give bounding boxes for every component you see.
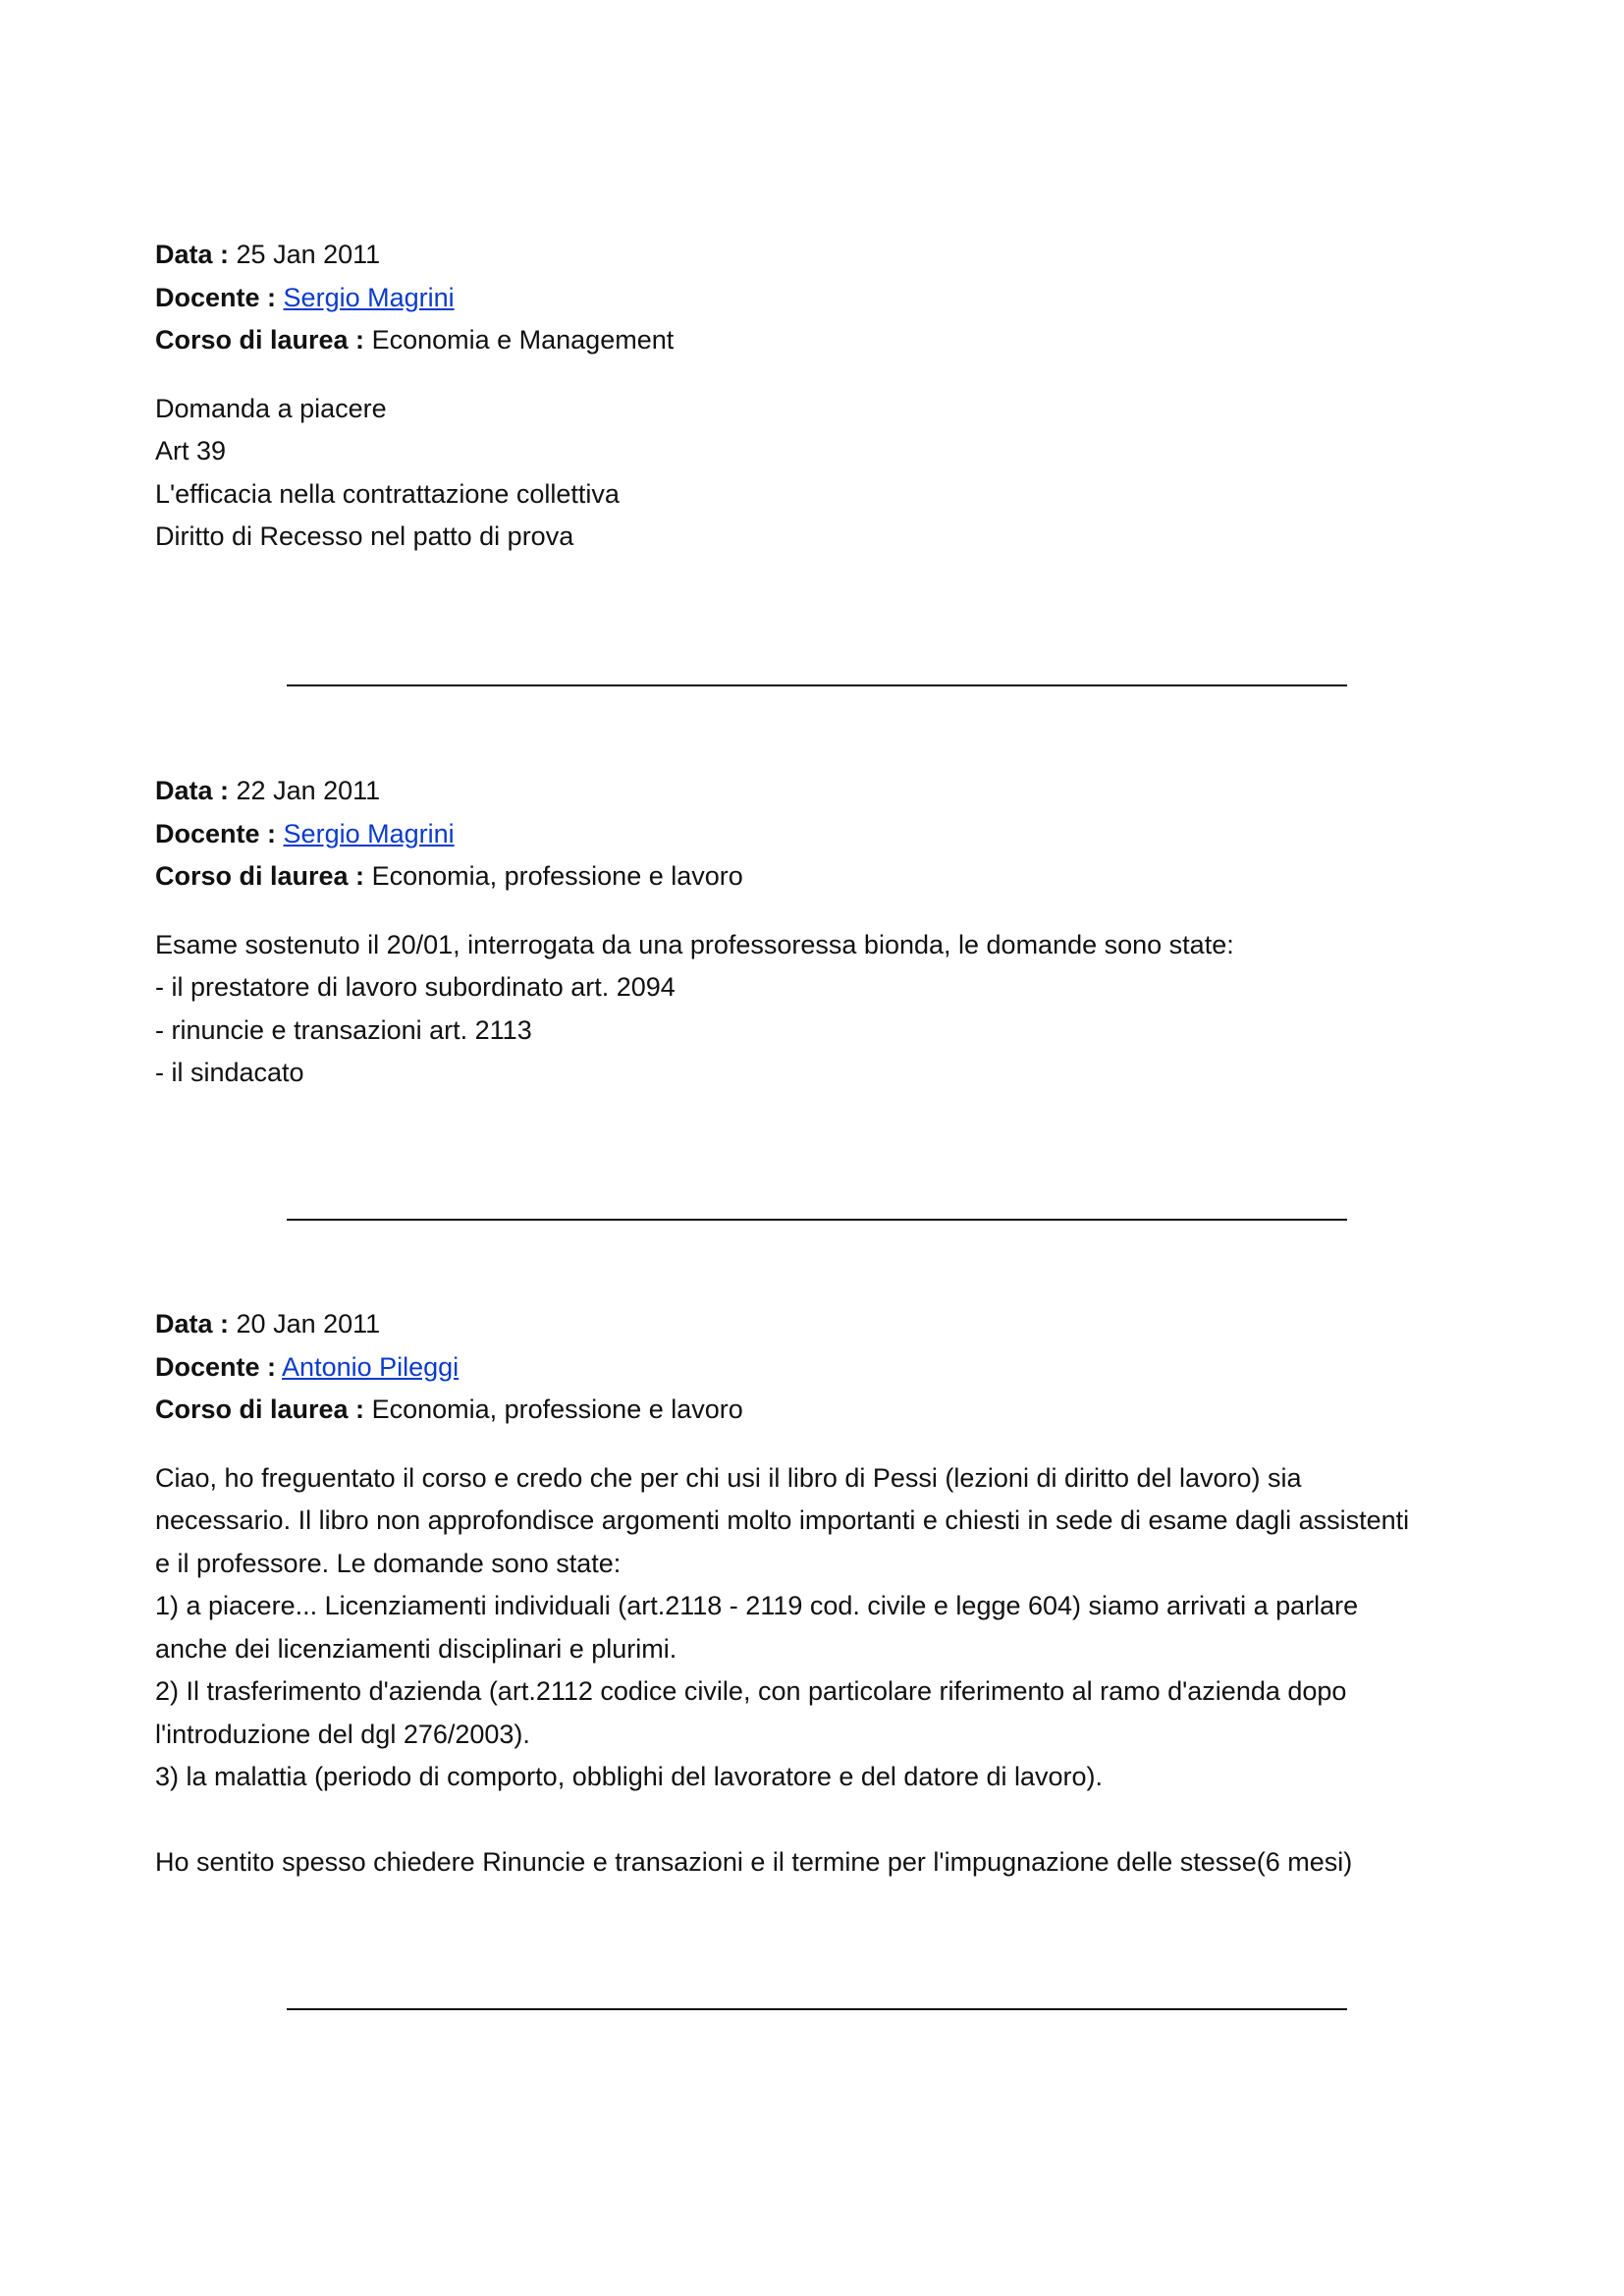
body-line: Domanda a piacere bbox=[155, 393, 387, 423]
exam-entry bbox=[155, 1303, 1490, 1885]
entry-body bbox=[155, 388, 1490, 559]
body-line: anche dei licenziamenti disciplinari e plurimi. bbox=[155, 1633, 677, 1664]
body-line: 3) la malattia (periodo di comporto, obblighi del lavoratore e del datore di lavoro). bbox=[155, 1762, 1104, 1791]
body-line: necessario. Il libro non approfondisce argomenti molto importanti e chiesti in sede di esame dagli assistenti bbox=[155, 1505, 1410, 1535]
date-label: Data : bbox=[155, 776, 230, 805]
entry-separator bbox=[287, 2008, 1347, 2010]
body-line: l'introduzione del dgl 276/2003). bbox=[155, 1719, 530, 1749]
teacher-line bbox=[155, 277, 1490, 320]
course-line bbox=[155, 855, 1490, 899]
teacher-line bbox=[155, 1346, 1490, 1390]
course-value: Economia, professione e lavoro bbox=[371, 861, 743, 891]
date-value: 22 Jan 2011 bbox=[236, 776, 381, 805]
body-line: - rinuncie e transazioni art. 2113 bbox=[155, 1014, 532, 1045]
body-line: Diritto di Recesso nel patto di prova bbox=[155, 521, 574, 551]
body-line: Ho sentito spesso chiedere Rinuncie e transazioni e il termine per l'impugnazione delle stesse(6 mesi) bbox=[155, 1847, 1353, 1877]
body-line: Esame sostenuto il 20/01, interrogata da una professoressa bionda, le domande sono state: bbox=[155, 929, 1234, 959]
date-line bbox=[155, 234, 1490, 277]
body-line: L'efficacia nella contrattazione collettiva bbox=[155, 478, 620, 509]
exam-entry bbox=[155, 770, 1490, 1095]
body-line: e il professore. Le domande sono state: bbox=[155, 1548, 622, 1578]
body-line: 1) a piacere... Licenziamenti individuali (art.2118 - 2119 cod. civile e legge 604) siamo arrivati a parlare bbox=[155, 1591, 1359, 1620]
course-value: Economia e Management bbox=[371, 325, 675, 355]
body-line: - il sindacato bbox=[155, 1058, 304, 1087]
course-value: Economia, professione e lavoro bbox=[371, 1394, 743, 1424]
teacher-label: Docente : bbox=[155, 818, 277, 848]
date-line bbox=[155, 770, 1490, 813]
date-value: 25 Jan 2011 bbox=[236, 240, 381, 269]
body-line: - il prestatore di lavoro subordinato art. 2094 bbox=[155, 972, 676, 1002]
body-line: Ciao, ho freguentato il corso e credo che per chi usi il libro di Pessi (lezioni di diritto del lavoro) sia bbox=[155, 1462, 1302, 1493]
teacher-line bbox=[155, 813, 1490, 856]
date-line bbox=[155, 1303, 1490, 1346]
teacher-label: Docente : bbox=[155, 282, 277, 312]
blank-line bbox=[155, 1799, 1490, 1842]
teacher-label: Docente : bbox=[155, 1351, 277, 1382]
course-label: Corso di laurea : bbox=[155, 1394, 365, 1424]
date-label: Data : bbox=[155, 1309, 230, 1339]
teacher-link[interactable]: Antonio Pileggi bbox=[282, 1351, 460, 1382]
teacher-link[interactable]: Sergio Magrini bbox=[283, 282, 455, 312]
date-label: Data : bbox=[155, 240, 230, 269]
exam-entry bbox=[155, 234, 1490, 559]
entry-separator bbox=[287, 684, 1347, 686]
entry-body bbox=[155, 924, 1490, 1095]
course-line bbox=[155, 1389, 1490, 1432]
body-line: Art 39 bbox=[155, 436, 227, 465]
course-line bbox=[155, 319, 1490, 362]
entry-separator bbox=[287, 1219, 1347, 1221]
teacher-link[interactable]: Sergio Magrini bbox=[283, 818, 455, 848]
course-label: Corso di laurea : bbox=[155, 861, 365, 891]
entry-body bbox=[155, 1457, 1490, 1885]
body-line: 2) Il trasferimento d'azienda (art.2112 codice civile, con particolare riferimento al ramo d'azienda dopo bbox=[155, 1676, 1347, 1706]
course-label: Corso di laurea : bbox=[155, 325, 365, 355]
date-value: 20 Jan 2011 bbox=[236, 1309, 381, 1339]
